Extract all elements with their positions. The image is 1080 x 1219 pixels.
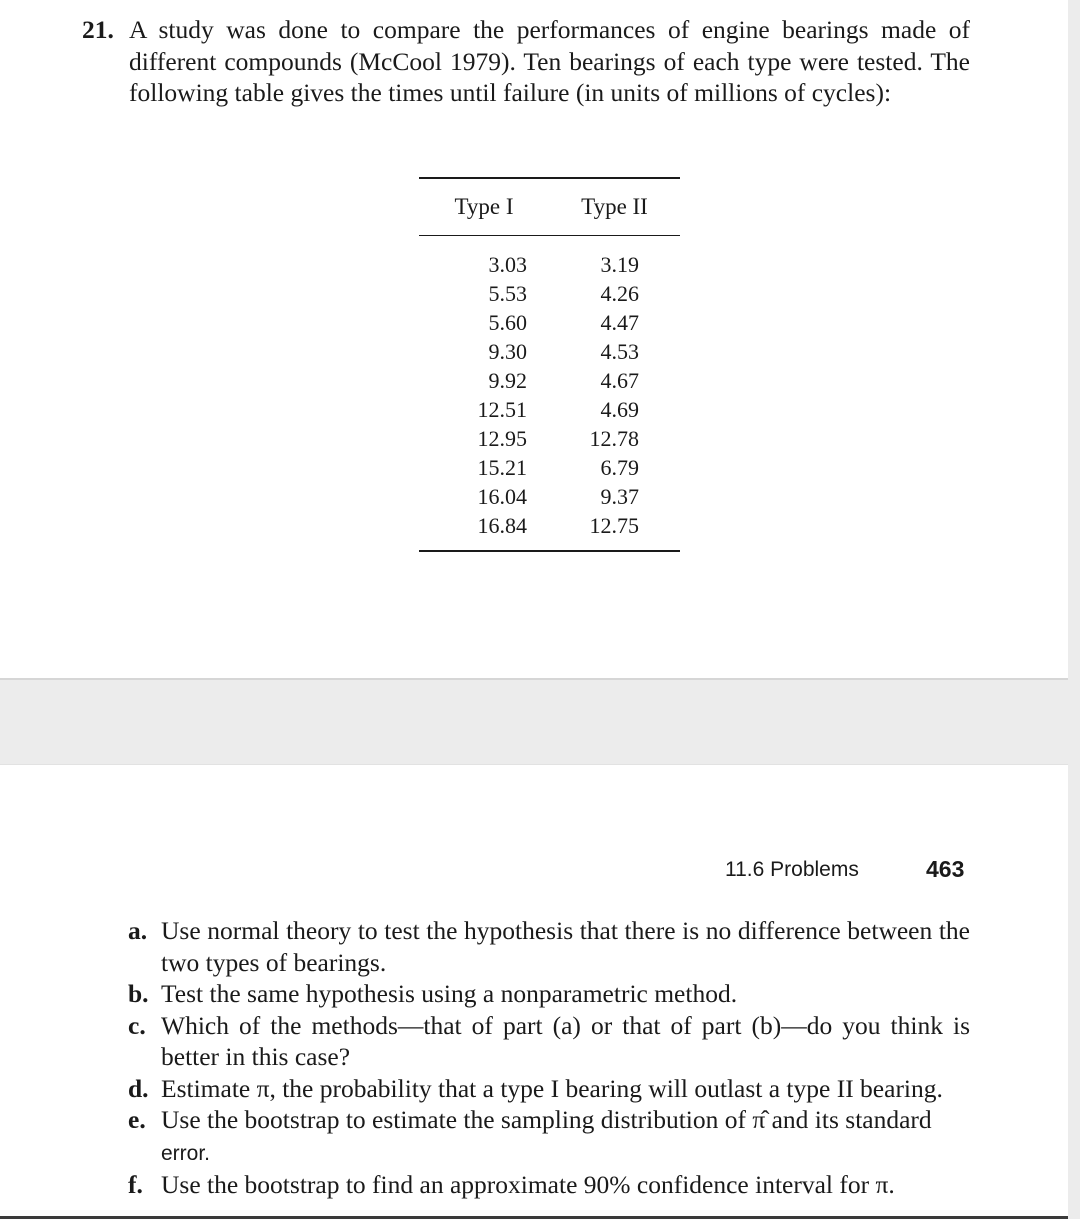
question-label: b. (128, 979, 149, 1008)
cell-type-2 (549, 395, 680, 424)
cell-type-2 (549, 453, 680, 482)
question-text: Which of the methods—that of part (a) or that of part (b)—do you think is better in this case? (161, 1010, 970, 1071)
question-label: a. (128, 916, 148, 945)
cell-value: 16.84 (477, 513, 527, 538)
cell-value: 3.03 (488, 252, 527, 277)
cell-value: 5.53 (488, 281, 527, 306)
cell-type-1 (419, 337, 549, 366)
question-text: Test the same hypothesis using a nonparametric method. (161, 979, 738, 1008)
cell-type-2 (549, 308, 680, 337)
sub-questions (128, 915, 970, 1201)
table-row (419, 395, 680, 424)
question-e (128, 1104, 970, 1169)
page-number: 463 (926, 856, 965, 882)
cell-type-1 (419, 236, 549, 280)
cell-type-1 (419, 511, 549, 551)
table-row (419, 424, 680, 453)
table-row (419, 308, 680, 337)
table-row (419, 279, 680, 308)
question-text: Use the bootstrap to find an approximate 90% confidence interval for π. (161, 1170, 895, 1199)
question-a (128, 915, 970, 978)
cell-type-1 (419, 482, 549, 511)
cell-value: 12.51 (477, 397, 527, 422)
column-header-type-2: Type II (549, 178, 680, 236)
cell-value: 15.21 (477, 455, 527, 480)
question-text: Estimate π, the probability that a type I bearing will outlast a type II bearing. (161, 1073, 943, 1103)
table-row (419, 366, 680, 395)
running-header: 11.6 Problems (725, 858, 859, 881)
table-row (419, 453, 680, 482)
question-f (128, 1169, 970, 1201)
cell-value: 9.37 (600, 484, 639, 509)
cell-value: 4.69 (600, 397, 639, 422)
question-label: c. (128, 1010, 146, 1040)
column-header-type-1: Type I (419, 178, 549, 236)
cell-type-1 (419, 308, 549, 337)
cell-value: 12.78 (589, 426, 639, 451)
cell-type-2 (549, 337, 680, 366)
question-label: e. (128, 1105, 146, 1134)
problem-text: A study was done to compare the performances of engine bearings made of different compounds (McCool 1979). Ten bearings of each type were tested. The following table gives the times until failure (in units of millions of cycles): (129, 15, 970, 107)
question-text-continued: error. (161, 1141, 211, 1165)
cell-type-2 (549, 279, 680, 308)
cell-value: 9.92 (488, 368, 527, 393)
table-header-row (419, 178, 680, 236)
problem-statement (82, 14, 970, 109)
cell-value: 12.95 (477, 426, 527, 451)
table-row (419, 482, 680, 511)
cell-type-1 (419, 395, 549, 424)
cell-value: 4.53 (600, 339, 639, 364)
table-row (419, 236, 680, 280)
table-row (419, 511, 680, 551)
question-text: Use normal theory to test the hypothesis that there is no difference between the two types of bearings. (161, 916, 970, 977)
cell-value: 5.60 (488, 310, 527, 335)
cell-type-1 (419, 424, 549, 453)
cell-type-2 (549, 482, 680, 511)
cell-type-2 (549, 424, 680, 453)
table-body (419, 236, 680, 552)
question-label: f. (128, 1170, 143, 1199)
question-b (128, 978, 970, 1010)
cell-value: 6.79 (600, 455, 639, 480)
cell-value: 9.30 (488, 339, 527, 364)
question-label: d. (128, 1073, 149, 1103)
cell-value: 4.26 (600, 281, 639, 306)
cell-value: 12.75 (589, 513, 639, 538)
cell-type-2 (549, 366, 680, 395)
question-d (128, 1073, 970, 1105)
failure-times-table (419, 177, 680, 552)
cell-type-1 (419, 453, 549, 482)
problem-number: 21. (82, 15, 114, 44)
cell-type-1 (419, 366, 549, 395)
cell-type-2 (549, 511, 680, 551)
question-text: Use the bootstrap to estimate the sampling distribution of π̂ and its standard (161, 1105, 932, 1134)
cell-value: 4.67 (600, 368, 639, 393)
cell-value: 16.04 (477, 484, 527, 509)
question-c (128, 1010, 970, 1073)
cell-type-2 (549, 236, 680, 280)
cell-type-1 (419, 279, 549, 308)
cell-value: 4.47 (600, 310, 639, 335)
cell-value: 3.19 (600, 252, 639, 277)
table-row (419, 337, 680, 366)
